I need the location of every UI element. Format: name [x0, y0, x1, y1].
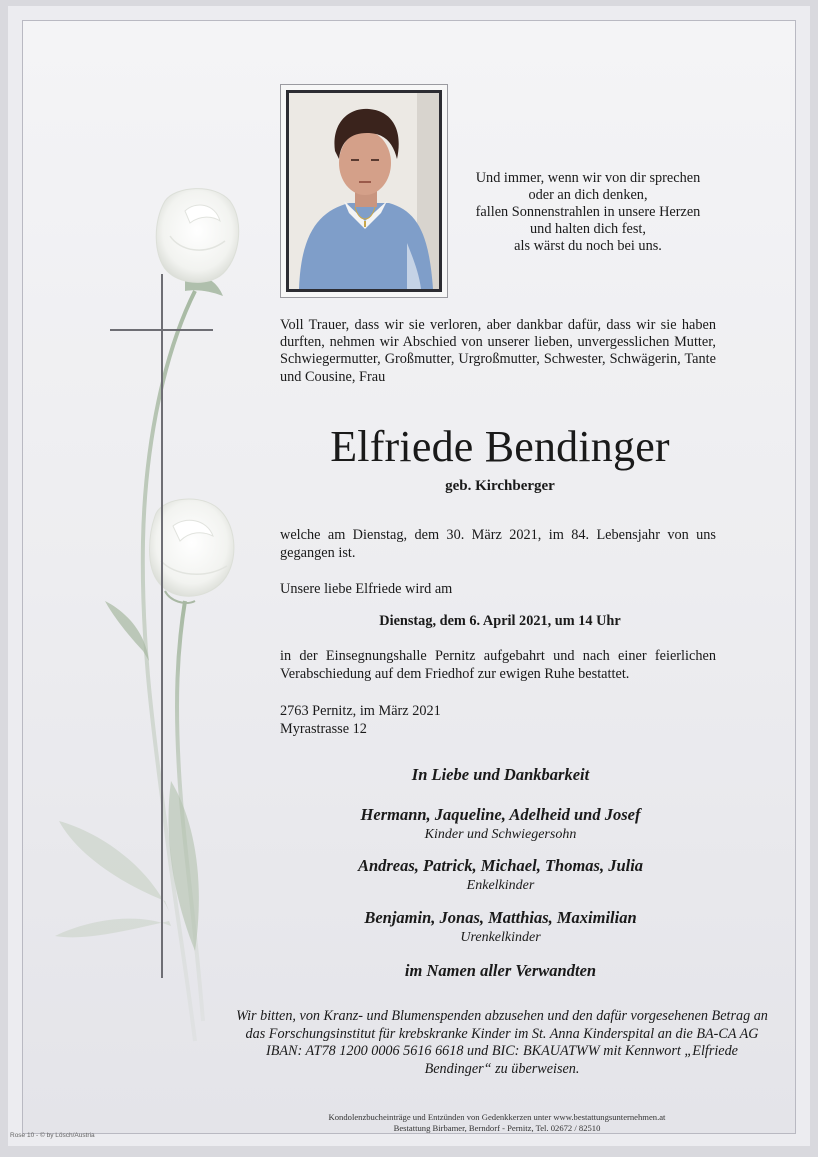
- footer: [278, 1112, 716, 1134]
- cross-horizontal-bar: [110, 329, 213, 331]
- death-notice: welche am Dienstag, dem 30. März 2021, im 84. Lebensjahr von uns gegangen ist.: [280, 527, 716, 561]
- obituary-sheet: [8, 6, 810, 1146]
- intro-text: Voll Trauer, dass wir sie verloren, aber dankbar dafür, dass wir sie haben durften, nehmen wir Abschied von unserer lieben, unvergesslichen Mutter, Schwiegermutter, Großmutter, Urgroßmutter, Schwester, Schwägerin, Tante und Cousine, Frau: [280, 317, 716, 385]
- mourner-relation: Kinder und Schwiegersohn: [424, 827, 577, 842]
- mourner-names: Benjamin, Jonas, Matthias, Maximilian: [364, 908, 637, 927]
- mourner-group: [228, 907, 773, 947]
- mourner-relation: Enkelkinder: [466, 878, 535, 893]
- mourner-names: Hermann, Jaqueline, Adelheid und Josef: [360, 805, 641, 824]
- mourner-group: [228, 804, 773, 844]
- portrait-photo-icon: [289, 93, 439, 289]
- design-credit: Rose 10 - © by Lösch/Austria: [10, 1132, 95, 1139]
- deceased-name: Elfriede Bendinger: [330, 422, 670, 471]
- mourner-group: [228, 855, 773, 895]
- white-rose-icon: [45, 181, 245, 1051]
- funeral-date: Dienstag, dem 6. April 2021, um 14 Uhr: [379, 613, 621, 629]
- mourners-closing: im Namen aller Verwandten: [404, 961, 597, 980]
- mourner-relation: Urenkelkinder: [460, 930, 541, 945]
- place-and-address: [280, 703, 441, 738]
- footer-undertaker-line: Bestattung Birbamer, Berndorf - Pernitz, Tel. 02672 / 82510: [393, 1123, 601, 1133]
- place-date: 2763 Pernitz, im März 2021: [280, 703, 441, 719]
- donation-request: Wir bitten, von Kranz- und Blumenspenden abzusehen und den dafür vorgesehenen Betrag an das Forschungsinstitut für krebskranke Kinder im St. Anna Kinderspital an die BA-CA AG IBAN: AT78 1200 0006 5616 6618 und BIC: BKAUATWW mit Kennwort „Elfriede Bendinger“ zu überweisen.: [236, 1008, 768, 1077]
- mourners-heading: In Liebe und Dankbarkeit: [411, 765, 590, 784]
- portrait-photo-frame: [280, 84, 448, 298]
- footer-condolence-line: Kondolenzbucheinträge und Entzünden von Gedenkkerzen unter www.bestattungsunternehmen.at: [328, 1112, 666, 1122]
- portrait-photo: [286, 90, 442, 292]
- maiden-name: geb. Kirchberger: [445, 478, 555, 494]
- street-address: Myrastrasse 12: [280, 720, 367, 737]
- cross-vertical-bar: [161, 274, 163, 978]
- funeral-details: in der Einsegnungshalle Pernitz aufgebahrt und nach einer feierlichen Verabschiedung auf dem Friedhof zur ewigen Ruhe bestattet.: [280, 648, 716, 682]
- memorial-poem: Und immer, wenn wir von dir sprechen oder an dich denken, fallen Sonnenstrahlen in unsere Herzen und halten dich fest, als wärst du noch bei uns.: [475, 170, 701, 254]
- funeral-intro: Unsere liebe Elfriede wird am: [280, 581, 453, 597]
- mourner-names: Andreas, Patrick, Michael, Thomas, Julia: [357, 856, 644, 875]
